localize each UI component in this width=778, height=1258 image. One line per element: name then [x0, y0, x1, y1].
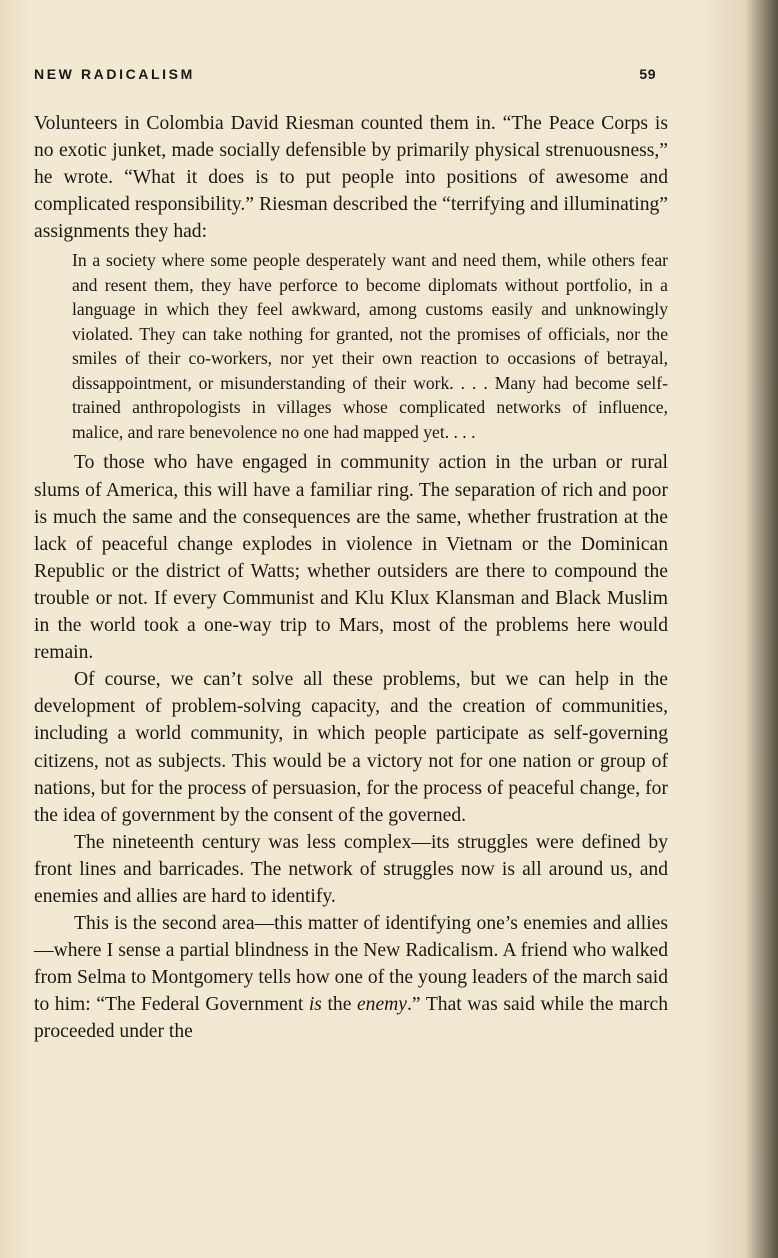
block-quote-text: In a society where some people desperately want and need them, while others fear and resent them, they have perforce to become diplomats without portfolio, in a language in which they feel awkward, among customs easily and unknowingly violated. They can take nothing for granted, not the promises of officials, nor the smiles of their co-workers, nor yet their own reaction to occasions of betrayal, dissappointment, or misunderstanding of their work. . . . Many had become self-trained anthropologists in villages whose complicated networks of influence, malice, and rare benevolence no one had mapped yet. . . . [72, 250, 668, 442]
paragraph-continuation: Volunteers in Colombia David Riesman counted them in. “The Peace Corps is no exotic junket, made socially defensible by primarily physical strenuousness,” he wrote. “What it does is to put people into positions of awesome and complicated responsibility.” Riesman described the “terrifying and illuminating” assignments they had: [34, 113, 668, 243]
paragraph-second-area-text-2: the [321, 994, 357, 1016]
paragraph-second-area-text: This is the second area—this matter of identifying one’s enemies and allies—where I sense a partial blindness in the New Radicalism. A friend who walked from Selma to Montgomery tells how one of the young leaders of the march said to him: “The Federal Government [34, 913, 668, 1016]
page-number: 59 [639, 66, 656, 82]
emphasis-enemy: enemy [356, 994, 408, 1016]
running-head [34, 66, 656, 86]
paragraph-community-action: To those who have engaged in community action in the urban or rural slums of America, this will have a familiar ring. The separation of rich and poor is much the same and the consequences are the same, whether frustration at the lack of peaceful change explodes in violence in Vietnam or the Dominican Republic or the district of Watts; whether outsiders are there to compound the trouble or not. If every Communist and Klu Klux Klansman and Black Muslim in the world took a one-way trip to Mars, most of the problems here would remain. [34, 452, 668, 664]
block-quote [72, 248, 668, 444]
body-text [34, 110, 668, 1046]
paragraph-second-area-text-3: .” That was said while the march proceeded under the [34, 994, 668, 1043]
paragraph-problem-solving: Of course, we can’t solve all these problems, but we can help in the development of problem-solving capacity, and the creation of communities, including a world community, in which people participate as self-governing citizens, not as subjects. This would be a victory not for one nation or group of nations, but for the process of persuasion, for the process of peaceful change, for the idea of government by the consent of the governed. [34, 669, 668, 826]
paragraph-second-area [34, 910, 668, 1045]
paragraph-nineteenth-century: The nineteenth century was less complex—its struggles were defined by front lines and barricades. The network of struggles now is all around us, and enemies and allies are hard to identify. [34, 831, 668, 907]
running-head-title: NEW RADICALISM [34, 66, 195, 82]
emphasis-is: is [308, 994, 322, 1016]
